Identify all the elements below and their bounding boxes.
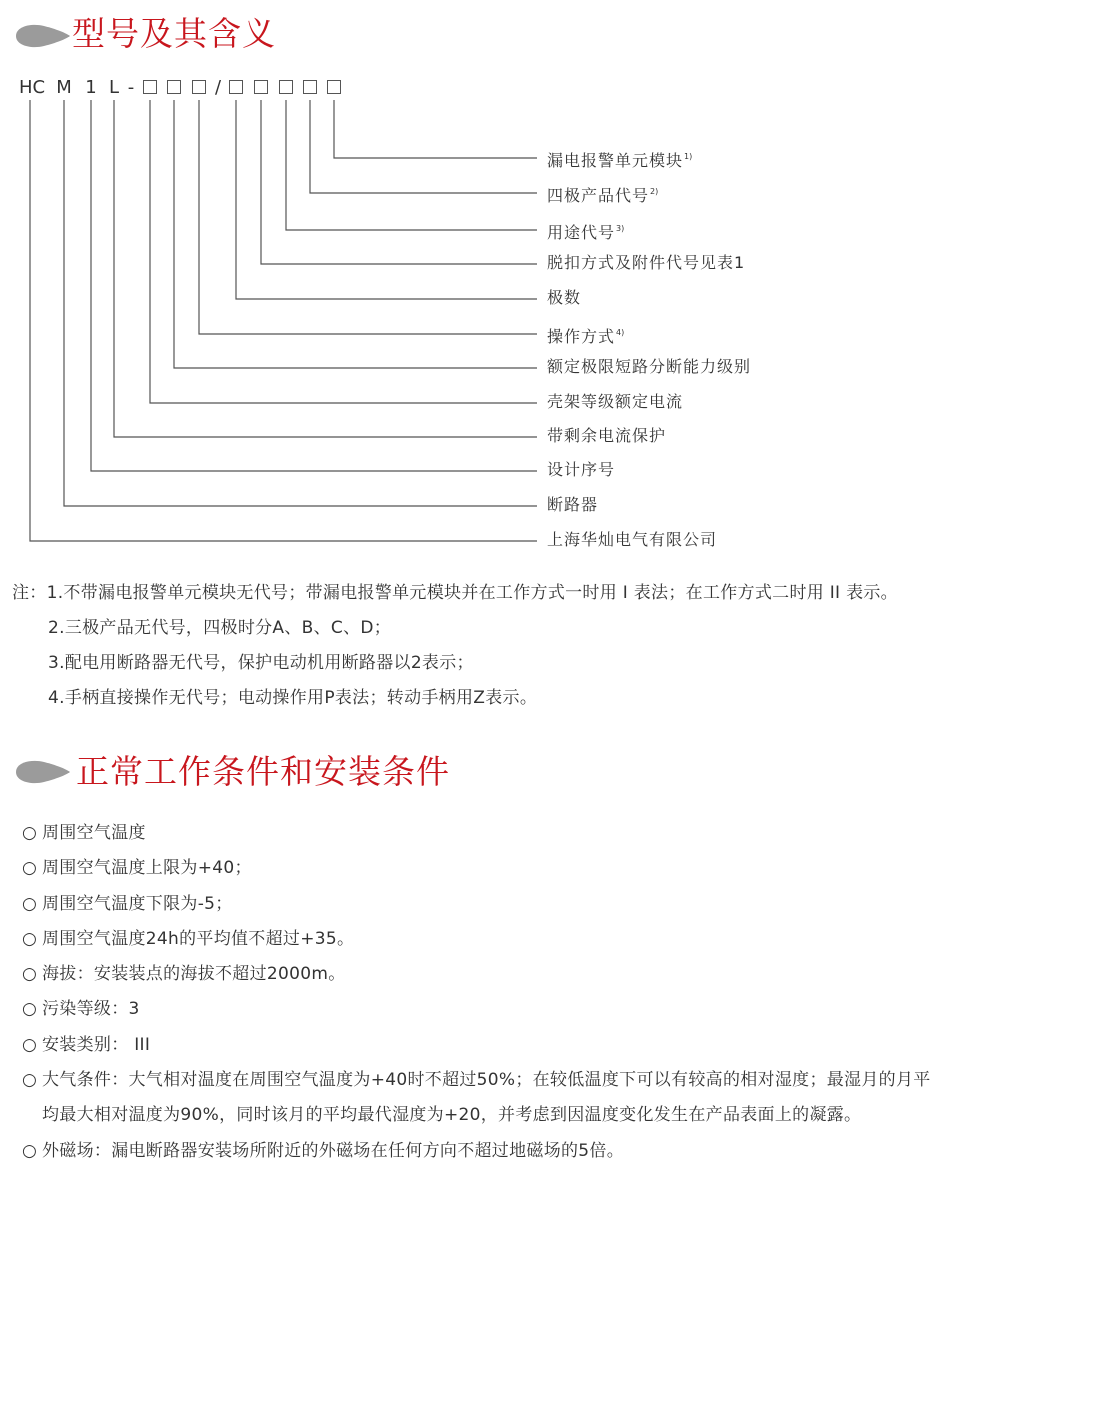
code-field-text: 带剩余电流保护 (547, 426, 667, 445)
condition-text: 污染等级：3 (42, 999, 140, 1020)
condition-item (22, 1134, 1094, 1169)
code-placeholder-box (279, 80, 293, 94)
note-line: 2.三极产品无代号，四极时分A、B、C、D； (48, 618, 392, 638)
circle-bullet-icon: ○ (22, 964, 38, 985)
footnote-ref: 3) (616, 224, 625, 233)
note-line: 4.手柄直接操作无代号；电动操作用P表法；转动手柄用Z表示。 (48, 688, 538, 708)
code-field-label (547, 529, 717, 551)
condition-text: 大气条件：大气相对温度在周围空气温度为+40时不超过50%；在较低温度下可以有较高的相对湿度；最湿月的月平 (42, 1070, 931, 1091)
connector-line (261, 100, 537, 264)
condition-text: 周围空气温度下限为-5； (42, 893, 233, 914)
code-field-text: 用途代号 (547, 223, 616, 242)
connector-line (91, 100, 537, 471)
circle-bullet-icon: ○ (22, 1070, 38, 1091)
connector-line (174, 100, 537, 368)
code-placeholder-box (229, 80, 243, 94)
circle-bullet-icon: ○ (22, 823, 38, 843)
code-placeholder-box (254, 80, 268, 94)
condition-text: 均最大相对温度为90%，同时该月的平均最代湿度为+20，并考虑到因温度变化发生在产品表面上的凝露。 (42, 1105, 862, 1126)
code-field-label (547, 494, 598, 516)
code-field-label (547, 425, 666, 447)
condition-text: 周围空气温度24h的平均值不超过+35。 (42, 928, 355, 949)
code-field-label (547, 356, 751, 378)
code-field-label (547, 391, 683, 413)
condition-item (22, 992, 1094, 1027)
model-code-diagram (0, 70, 1100, 560)
condition-text: 安装类别： III (42, 1034, 151, 1055)
code-char: L (108, 77, 120, 98)
connector-line (236, 100, 537, 299)
condition-item (22, 1063, 1094, 1098)
notes-section (12, 576, 1092, 716)
code-field-text: 上海华灿电气有限公司 (547, 530, 718, 549)
code-char: M (56, 77, 72, 98)
code-field-text: 四极产品代号 (547, 186, 650, 205)
bullet-shape-icon (14, 758, 72, 786)
conditions-list (22, 816, 1094, 1169)
code-placeholder-box (143, 80, 157, 94)
code-placeholder-box (192, 80, 206, 94)
condition-item (22, 957, 1094, 992)
code-placeholder-box (303, 80, 317, 94)
condition-item (22, 1028, 1094, 1063)
code-field-label (547, 218, 624, 244)
code-field-label (547, 146, 692, 172)
code-field-label (547, 322, 624, 348)
section-heading-conditions (14, 750, 474, 794)
code-field-label (547, 287, 581, 309)
circle-bullet-icon: ○ (22, 928, 38, 949)
bullet-shape-icon (14, 22, 72, 50)
section-heading-model (14, 14, 314, 58)
circle-bullet-icon: ○ (22, 1034, 38, 1055)
connector-line (64, 100, 537, 506)
code-field-label (547, 252, 745, 274)
code-char: 1 (85, 77, 97, 98)
connector-line (30, 100, 537, 541)
condition-text: 周围空气温度上限为+40； (42, 858, 252, 879)
section-title: 型号及其含义 (72, 14, 276, 53)
code-char: HC (19, 77, 46, 98)
code-field-text: 壳架等级额定电流 (547, 392, 684, 411)
circle-bullet-icon: ○ (22, 999, 38, 1020)
code-placeholder-box (327, 80, 341, 94)
condition-item (22, 922, 1094, 957)
note-line: 注：1.不带漏电报警单元模块无代号；带漏电报警单元模块并在工作方式一时用 I 表法；在工作方式二时用 II 表示。 (12, 583, 898, 603)
code-field-text: 操作方式 (547, 327, 616, 346)
connector-lines (0, 70, 1100, 560)
circle-bullet-icon: ○ (22, 1140, 38, 1161)
condition-item (22, 816, 1094, 851)
footnote-ref: 1) (684, 152, 693, 161)
code-field-label (547, 181, 658, 207)
condition-item-continuation (22, 1098, 1094, 1133)
code-field-text: 漏电报警单元模块 (547, 151, 684, 170)
circle-bullet-icon: ○ (22, 893, 38, 914)
circle-bullet-icon: ○ (22, 858, 38, 879)
connector-line (150, 100, 537, 403)
condition-item (22, 851, 1094, 886)
connector-line (310, 100, 537, 193)
condition-text: 海拔：安装装点的海拔不超过2000m。 (42, 964, 346, 985)
code-field-text: 设计序号 (547, 460, 616, 479)
footnote-ref: 2) (650, 187, 659, 196)
condition-item (22, 887, 1094, 922)
code-field-text: 额定极限短路分断能力级别 (547, 357, 752, 376)
condition-text: 周围空气温度 (42, 823, 146, 843)
code-dash: - (127, 77, 135, 98)
section-title: 正常工作条件和安装条件 (76, 752, 450, 791)
code-field-text: 极数 (547, 288, 582, 307)
code-field-text: 断路器 (547, 495, 599, 514)
connector-line (334, 100, 537, 158)
code-separator: / (214, 77, 222, 98)
connector-line (286, 100, 537, 230)
condition-text: 外磁场：漏电断路器安装场所附近的外磁场在任何方向不超过地磁场的5倍。 (42, 1140, 625, 1161)
connector-line (114, 100, 537, 437)
footnote-ref: 4) (616, 328, 625, 337)
note-line: 3.配电用断路器无代号，保护电动机用断路器以2表示； (48, 653, 474, 673)
code-placeholder-box (167, 80, 181, 94)
code-field-label (547, 459, 615, 481)
code-field-text: 脱扣方式及附件代号见表1 (547, 253, 746, 272)
